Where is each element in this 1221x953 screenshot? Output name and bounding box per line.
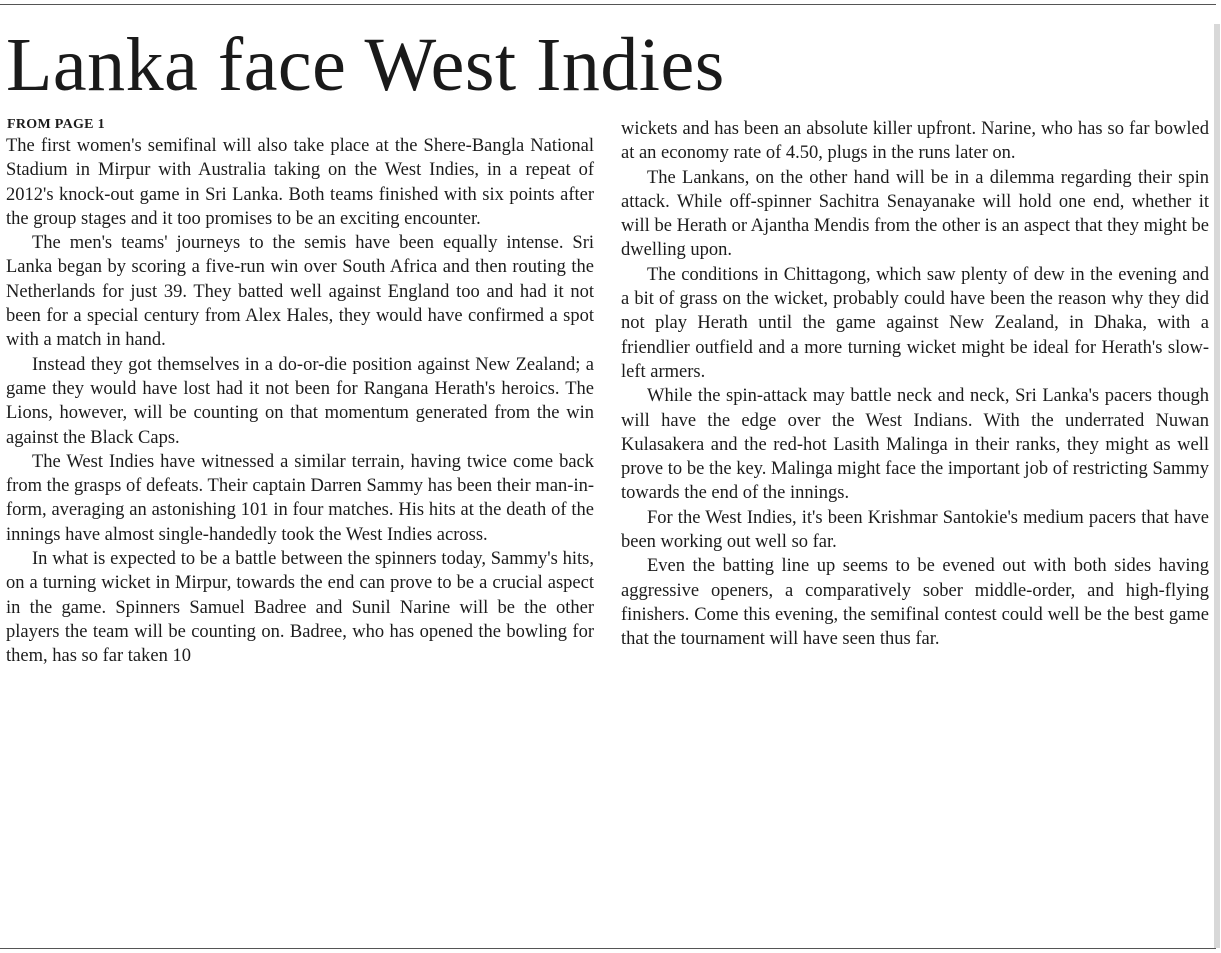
article-column-right xyxy=(621,117,1209,652)
paragraph: In what is expected to be a battle between the spinners today, Sammy's hits, on a turning wicket in Mirpur, towards the end can prove to be a crucial aspect in the game. Spinners Samuel Badree and Sunil Narine will be the other players the team will be counting on. Badree, who has opened the bowling for them, has so far taken 10 xyxy=(6,549,594,667)
paragraph: For the West Indies, it's been Krishmar Santokie's medium pacers that have been working out well so far. xyxy=(621,507,1209,553)
paragraph: The first women's semifinal will also take place at the Shere-Bangla National Stadium in Mirpur with Australia taking on the West Indies, in a repeat of 2012's knock-out game in Sri Lanka. Both teams finished with six points after the group stages and it too promises to be an exciting encounter. xyxy=(6,136,594,229)
paragraph: The West Indies have witnessed a similar terrain, having twice come back from the grasps of defeats. Their captain Darren Sammy has been their man-in-form, averaging an astonishing 101 in four matches. His hits at the death of the innings have almost single-handedly took the West Indies across. xyxy=(6,451,594,545)
paragraph: While the spin-attack may battle neck and neck, Sri Lanka's pacers though will have the edge over the West Indians. With the underrated Nuwan Kulasakera and the red-hot Lasith Malinga in their ranks, they might as well prove to be the key. Malinga might face the important job of restricting Sammy towards the end of the innings. xyxy=(621,386,1209,504)
paragraph: Instead they got themselves in a do-or-die position against New Zealand; a game they would have lost had it not been for Rangana Herath's heroics. The Lions, however, will be counting on that momentum generated from the win against the Black Caps. xyxy=(6,354,594,448)
headline: Lanka face West Indies xyxy=(6,23,725,107)
page-edge xyxy=(1214,24,1220,948)
kicker: FROM PAGE 1 xyxy=(7,117,105,132)
paragraph: The Lankans, on the other hand will be in a dilemma regarding their spin attack. While off-spinner Sachitra Senayanake will hold one end, whether it will be Herath or Ajantha Mendis from the other is an aspect that they might be dwelling upon. xyxy=(621,167,1209,261)
paragraph: The men's teams' journeys to the semis have been equally intense. Sri Lanka began by scoring a five-run win over South Africa and then routing the Netherlands for just 39. They batted well against England too and had it not been for a special century from Alex Hales, they would have confirmed a spot with a match in hand. xyxy=(6,233,594,351)
paragraph: The conditions in Chittagong, which saw plenty of dew in the evening and a bit of grass on the wicket, probably could have been the reason why they did not play Herath until the game against New Zealand, in Dhaka, with a friendlier outfield and a more turning wicket might be ideal for Herath's slow-left armers. xyxy=(621,264,1209,382)
paragraph: wickets and has been an absolute killer upfront. Narine, who has so far bowled at an economy rate of 4.50, plugs in the runs later on. xyxy=(621,119,1209,164)
article-column-left xyxy=(6,116,594,669)
top-rule xyxy=(0,4,1216,5)
bottom-rule xyxy=(0,948,1216,949)
paragraph: Even the batting line up seems to be evened out with both sides having aggressive openers, a comparatively sober middle-order, and high-flying finishers. Come this evening, the semifinal contest could well be the best game that the tournament will have seen thus far. xyxy=(621,556,1209,650)
